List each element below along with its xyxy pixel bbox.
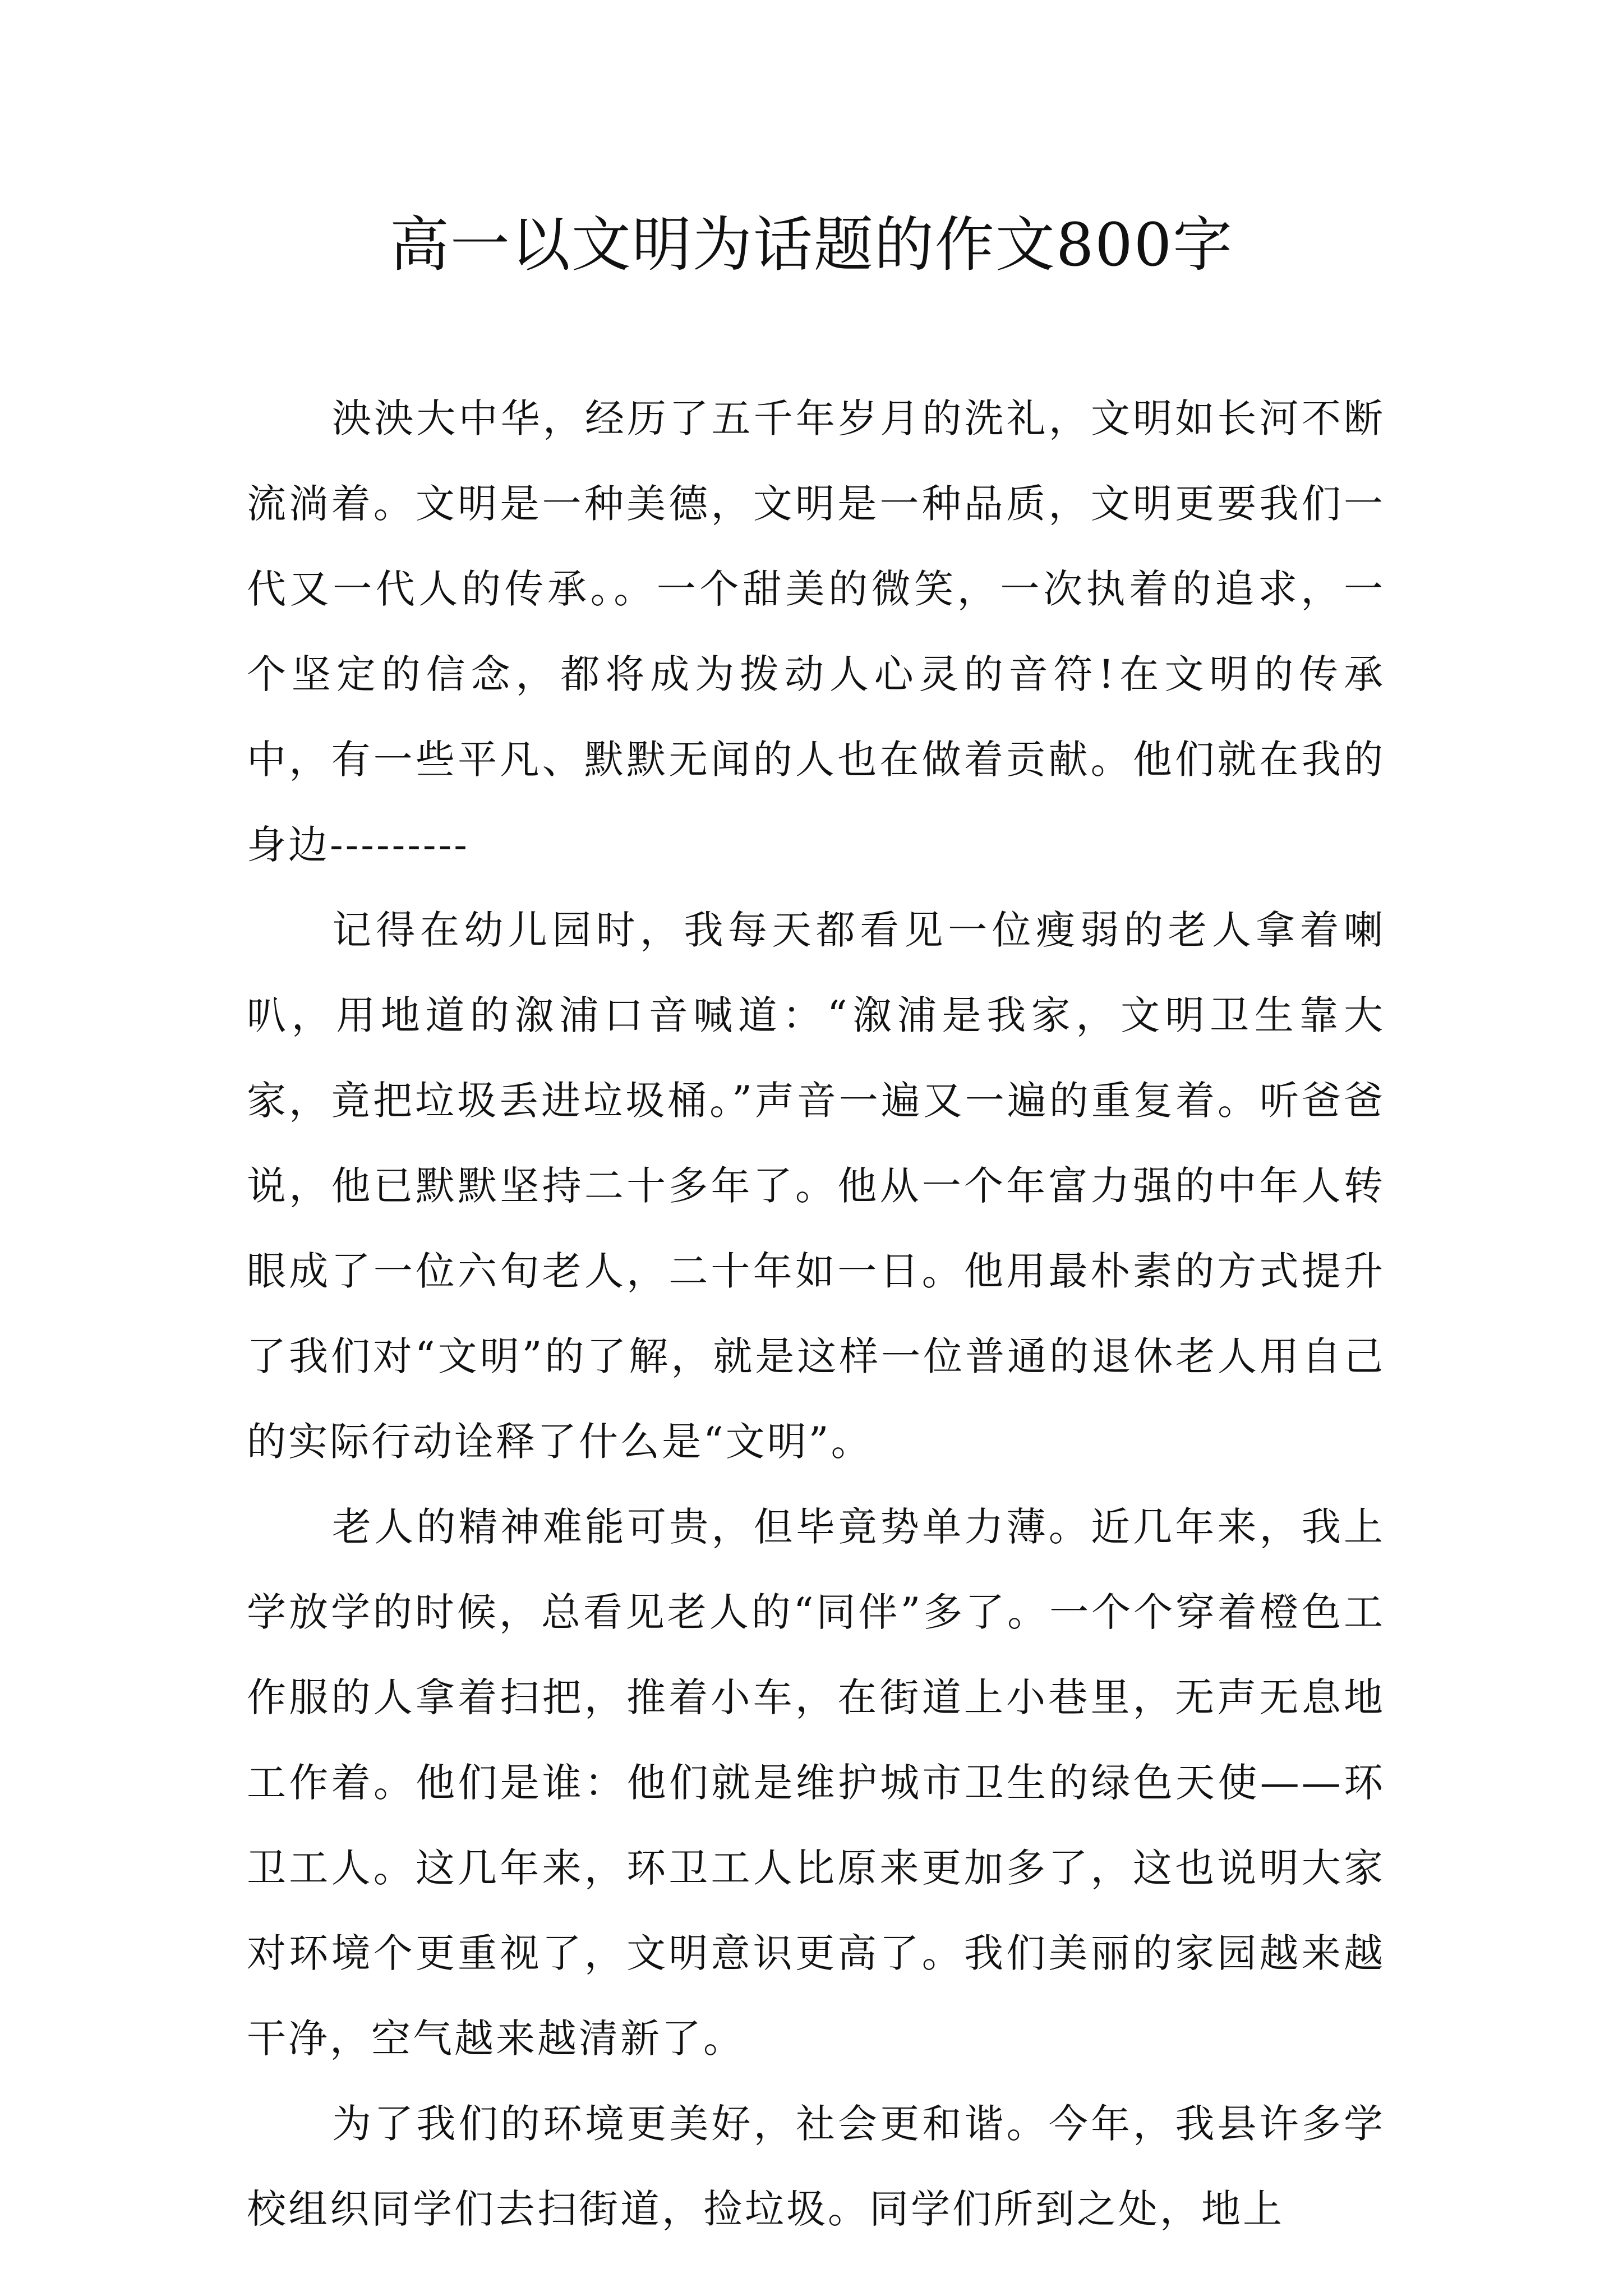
- paragraph-1: 泱泱大中华，经历了五千年岁月的洗礼，文明如长河不断流淌着。文明是一种美德，文明是一种品质，文明更要我们一代又一代人的传承。。一个甜美的微笑，一次执着的追求，一个坚定的信念，都将成为拨动人心灵的音符!在文明的传承中，有一些平凡、默默无闻的人也在做着贡献。他们就在我的身边---------: [247, 395, 1385, 868]
- paragraph-3: 老人的精神难能可贵，但毕竟势单力薄。近几年来，我上学放学的时候，总看见老人的“同伴”多了。一个个穿着橙色工作服的人拿着扫把，推着小车，在街道上小巷里，无声无息地工作着。他们是谁：他们就是维护城市卫生的绿色天使——环卫工人。这几年来，环卫工人比原来更加多了，这也说明大家对环境个更重视了，文明意识更高了。我们美丽的家园越来越干净，空气越来越清新了。: [247, 1504, 1385, 2062]
- document-title: 高一以文明为话题的作文800字: [389, 210, 1234, 279]
- paragraph-4: 为了我们的环境更美好，社会更和谐。今年，我县许多学校组织同学们去扫街道，捡垃圾。同学们所到之处，地上: [247, 2101, 1385, 2232]
- essay-body: [247, 376, 1385, 2252]
- paragraph-2: 记得在幼儿园时，我每天都看见一位瘦弱的老人拿着喇叭，用地道的溆浦口音喊道：“溆浦是我家，文明卫生靠大家，竟把垃圾丢进垃圾桶。”声音一遍又一遍的重复着。听爸爸说，他已默默坚持二十多年了。他从一个年富力强的中年人转眼成了一位六旬老人，二十年如一日。他用最朴素的方式提升了我们对“文明”的了解，就是这样一位普通的退休老人用自己的实际行动诠释了什么是“文明”。: [247, 907, 1385, 1465]
